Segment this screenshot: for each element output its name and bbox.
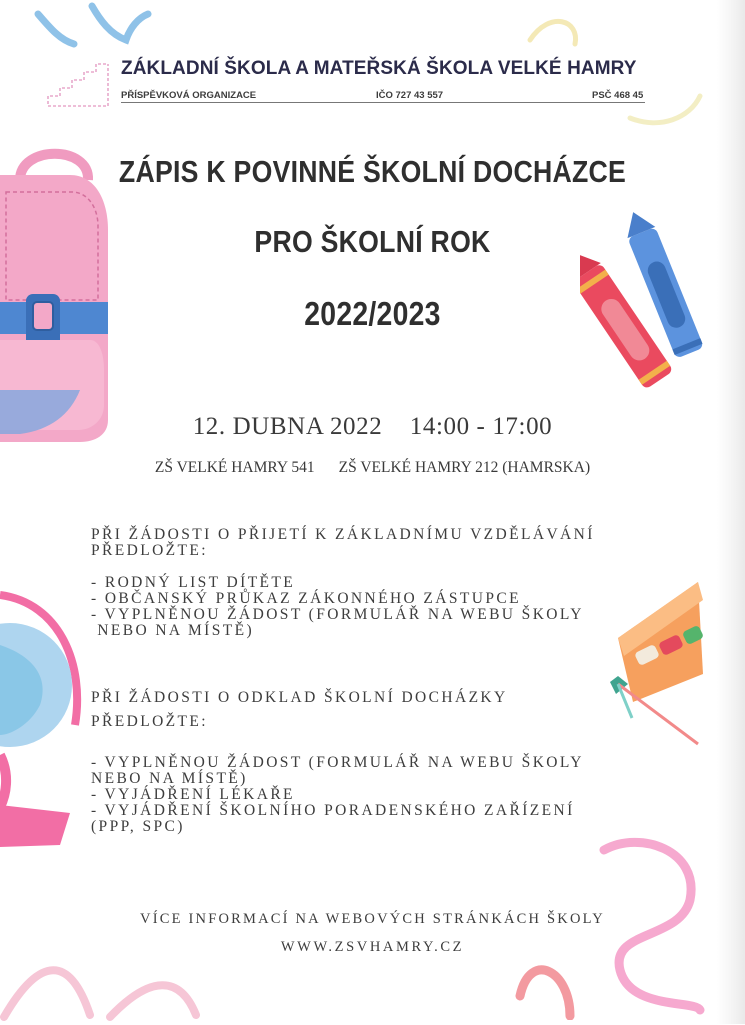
letterhead-divider [121, 102, 645, 103]
postponement-item-2: - VYJÁDŘENÍ LÉKAŘE [91, 786, 295, 803]
postponement-heading-1: PŘI ŽÁDOSTI O ODKLAD ŠKOLNÍ DOCHÁZKY [91, 689, 508, 706]
admission-item-3-cont: NEBO NA MÍSTĚ) [91, 622, 255, 639]
ico: IČO 727 43 557 [376, 90, 444, 101]
event-date: 12. DUBNA 2022 [192, 413, 383, 440]
location-1: ZŠ VELKÉ HAMRY 541 [154, 459, 315, 476]
postponement-item-1: - VYPLNĚNOU ŽÁDOST (FORMULÁŘ NA WEBU ŠKOLY [91, 754, 584, 771]
school-name: ZÁKLADNÍ ŠKOLA A MATEŘSKÁ ŠKOLA VELKÉ HAMRY [121, 58, 637, 79]
paint-palette-illustration [588, 578, 708, 753]
org-type: PŘÍSPĚVKOVÁ ORGANIZACE [121, 90, 257, 101]
page-title-line1: ZÁPIS K POVINNÉ ŠKOLNÍ DOCHÁZCE [118, 154, 627, 189]
doodle-top-left [30, 0, 160, 55]
footer-url[interactable]: WWW.ZSVHAMRY.CZ [280, 939, 465, 955]
page-edge [717, 0, 745, 1024]
admission-item-2: - OBČANSKÝ PRŮKAZ ZÁKONNÉHO ZÁSTUPCE [91, 590, 521, 607]
admission-heading-1: PŘI ŽÁDOSTI O PŘIJETÍ K ZÁKLADNÍMU VZDĚLÁVÁNÍ [91, 526, 595, 543]
globe-illustration [0, 585, 90, 860]
admission-heading-2: PŘEDLOŽTE: [91, 542, 208, 559]
event-date-time [0, 413, 745, 441]
event-time: 14:00 - 17:00 [409, 413, 553, 440]
location-2: ZŠ VELKÉ HAMRY 212 (HAMRSKA) [338, 459, 591, 476]
postponement-heading-2: PŘEDLOŽTE: [91, 713, 208, 730]
admission-item-3: - VYPLNĚNOU ŽÁDOST (FORMULÁŘ NA WEBU ŠKOLY [91, 606, 584, 623]
page-title-line2: PRO ŠKOLNÍ ROK [254, 224, 491, 259]
footer-info: VÍCE INFORMACÍ NA WEBOVÝCH STRÁNKÁCH ŠKOLY [140, 911, 605, 927]
postponement-item-3-cont: (PPP, SPC) [91, 818, 185, 835]
admission-item-1: - RODNÝ LIST DÍTĚTE [91, 574, 296, 591]
event-locations [0, 459, 745, 477]
postponement-item-3: - VYJÁDŘENÍ ŠKOLNÍHO PORADENSKÉHO ZAŘÍZENÍ [91, 802, 575, 819]
school-logo-icon [44, 56, 112, 108]
psc: PSČ 468 45 [592, 90, 644, 101]
page-title-line3: 2022/2023 [304, 295, 441, 332]
postponement-item-1-cont: NEBO NA MÍSTĚ) [91, 770, 248, 787]
